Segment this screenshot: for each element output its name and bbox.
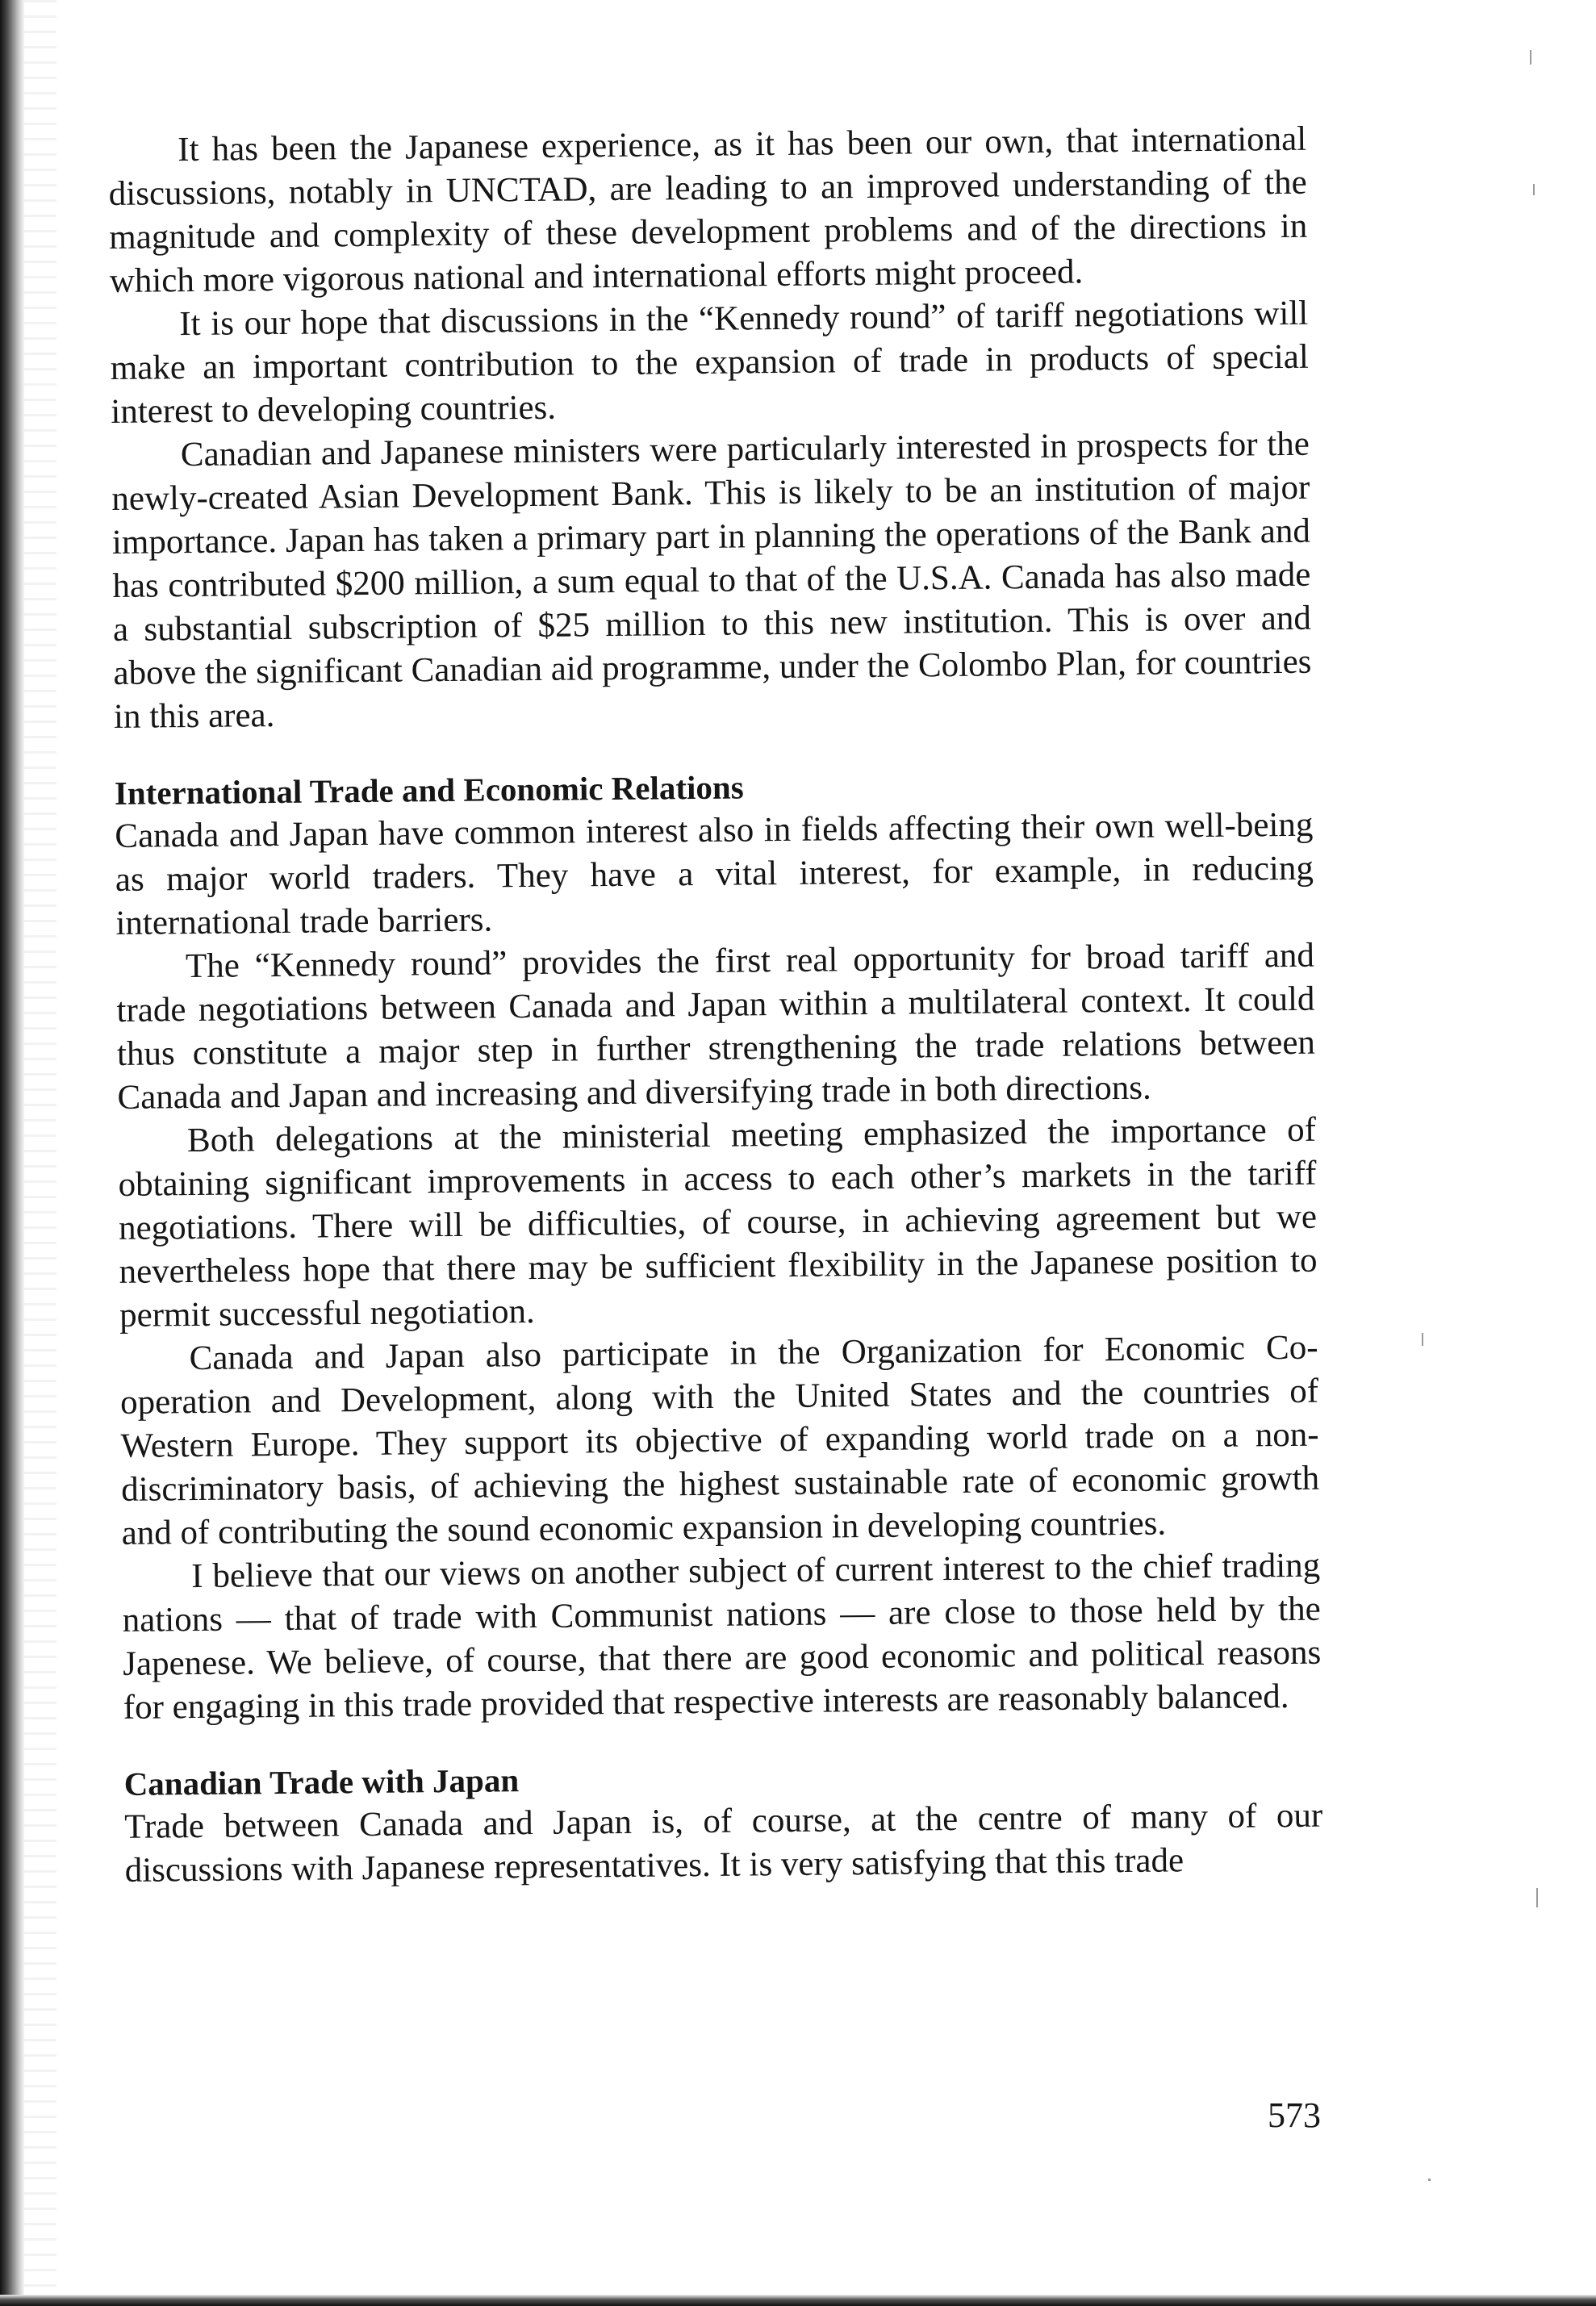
scan-binding-edge <box>0 0 24 2306</box>
paragraph: Canadian and Japanese ministers were particularly interested in prospects for the newly-created Asian Development Bank. This is likely to be an institution of major importance. Japan has taken a primary part in planning the operations of the Bank and has contributed $200 million, a sum equal to that of the U.S.A. Canada has also made a substantial subscription of $25 million to this new institution. This is over and above the significant Canadian aid programme, under the Colombo Plan, for countries in this area. <box>111 424 1312 736</box>
scan-speck <box>1536 1888 1538 1907</box>
scan-speck <box>1422 1333 1423 1346</box>
scan-bottom-edge <box>0 2295 1596 2306</box>
paragraph: Canada and Japan have common interest also in fields affecting their own well-being as major world traders. They have a vital interest, for example, in reducing international trade barriers. <box>115 805 1314 942</box>
section-heading-international-trade: International Trade and Economic Relations <box>114 768 744 812</box>
section-heading-canadian-trade: Canadian Trade with Japan <box>123 1761 520 1803</box>
document-body <box>108 118 1323 1893</box>
paragraph: Canada and Japan also participate in the Organization for Economic Co-operation and Development, along with the United States and the countries of Western Europe. They support its objective of expanding world trade on a non-discriminatory basis, of achieving the highest sustainable rate of economic growth and of contributing the sound economic expansion in developing countries. <box>119 1328 1320 1552</box>
paragraph: I believe that our views on another subject of current interest to the chief trading nations — that of trade with Communist nations — are close to those held by the Japenese. We believe, of course, that there are good economic and political reasons for engaging in this trade provided that respective interests are reasonably balanced. <box>122 1546 1322 1727</box>
scan-speck <box>1530 50 1531 65</box>
scan-speck <box>1533 184 1535 195</box>
paragraph: It has been the Japanese experience, as it has been our own, that international discussions, notably in UNCTAD, are leading to an improved understanding of the magnitude and complexity of these development problems and of the directions in which more vigorous national and international efforts might proceed. <box>108 119 1308 300</box>
paragraph: Both delegations at the ministerial meeting emphasized the importance of obtaining significant improvements in access to each other’s markets in the tariff negotiations. There will be difficulties, of course, in achieving agreement but we nevertheless hope that there may be sufficient flexibility in the Japanese position to permit successful negotiation. <box>118 1110 1318 1335</box>
scan-binding-texture <box>24 0 56 2306</box>
paragraph: The “Kennedy round” provides the first real opportunity for broad tariff and trade negotiations between Canada and Japan within a multilateral context. It could thus constitute a major step in further strengthening the trade relations between Canada and Japan and increasing and diversifying trade in both directions. <box>116 936 1316 1117</box>
paragraph: It is our hope that discussions in the “Kennedy round” of tariff negotiations will make an important contribution to the expansion of trade in products of special interest to developing countries. <box>110 294 1310 431</box>
page-number: 573 <box>1268 2095 1321 2135</box>
paragraph: Trade between Canada and Japan is, of course, at the centre of many of our discussions with Japanese representatives. It is very satisfying that this trade <box>123 1796 1323 1890</box>
scan-speck <box>1428 2179 1431 2181</box>
